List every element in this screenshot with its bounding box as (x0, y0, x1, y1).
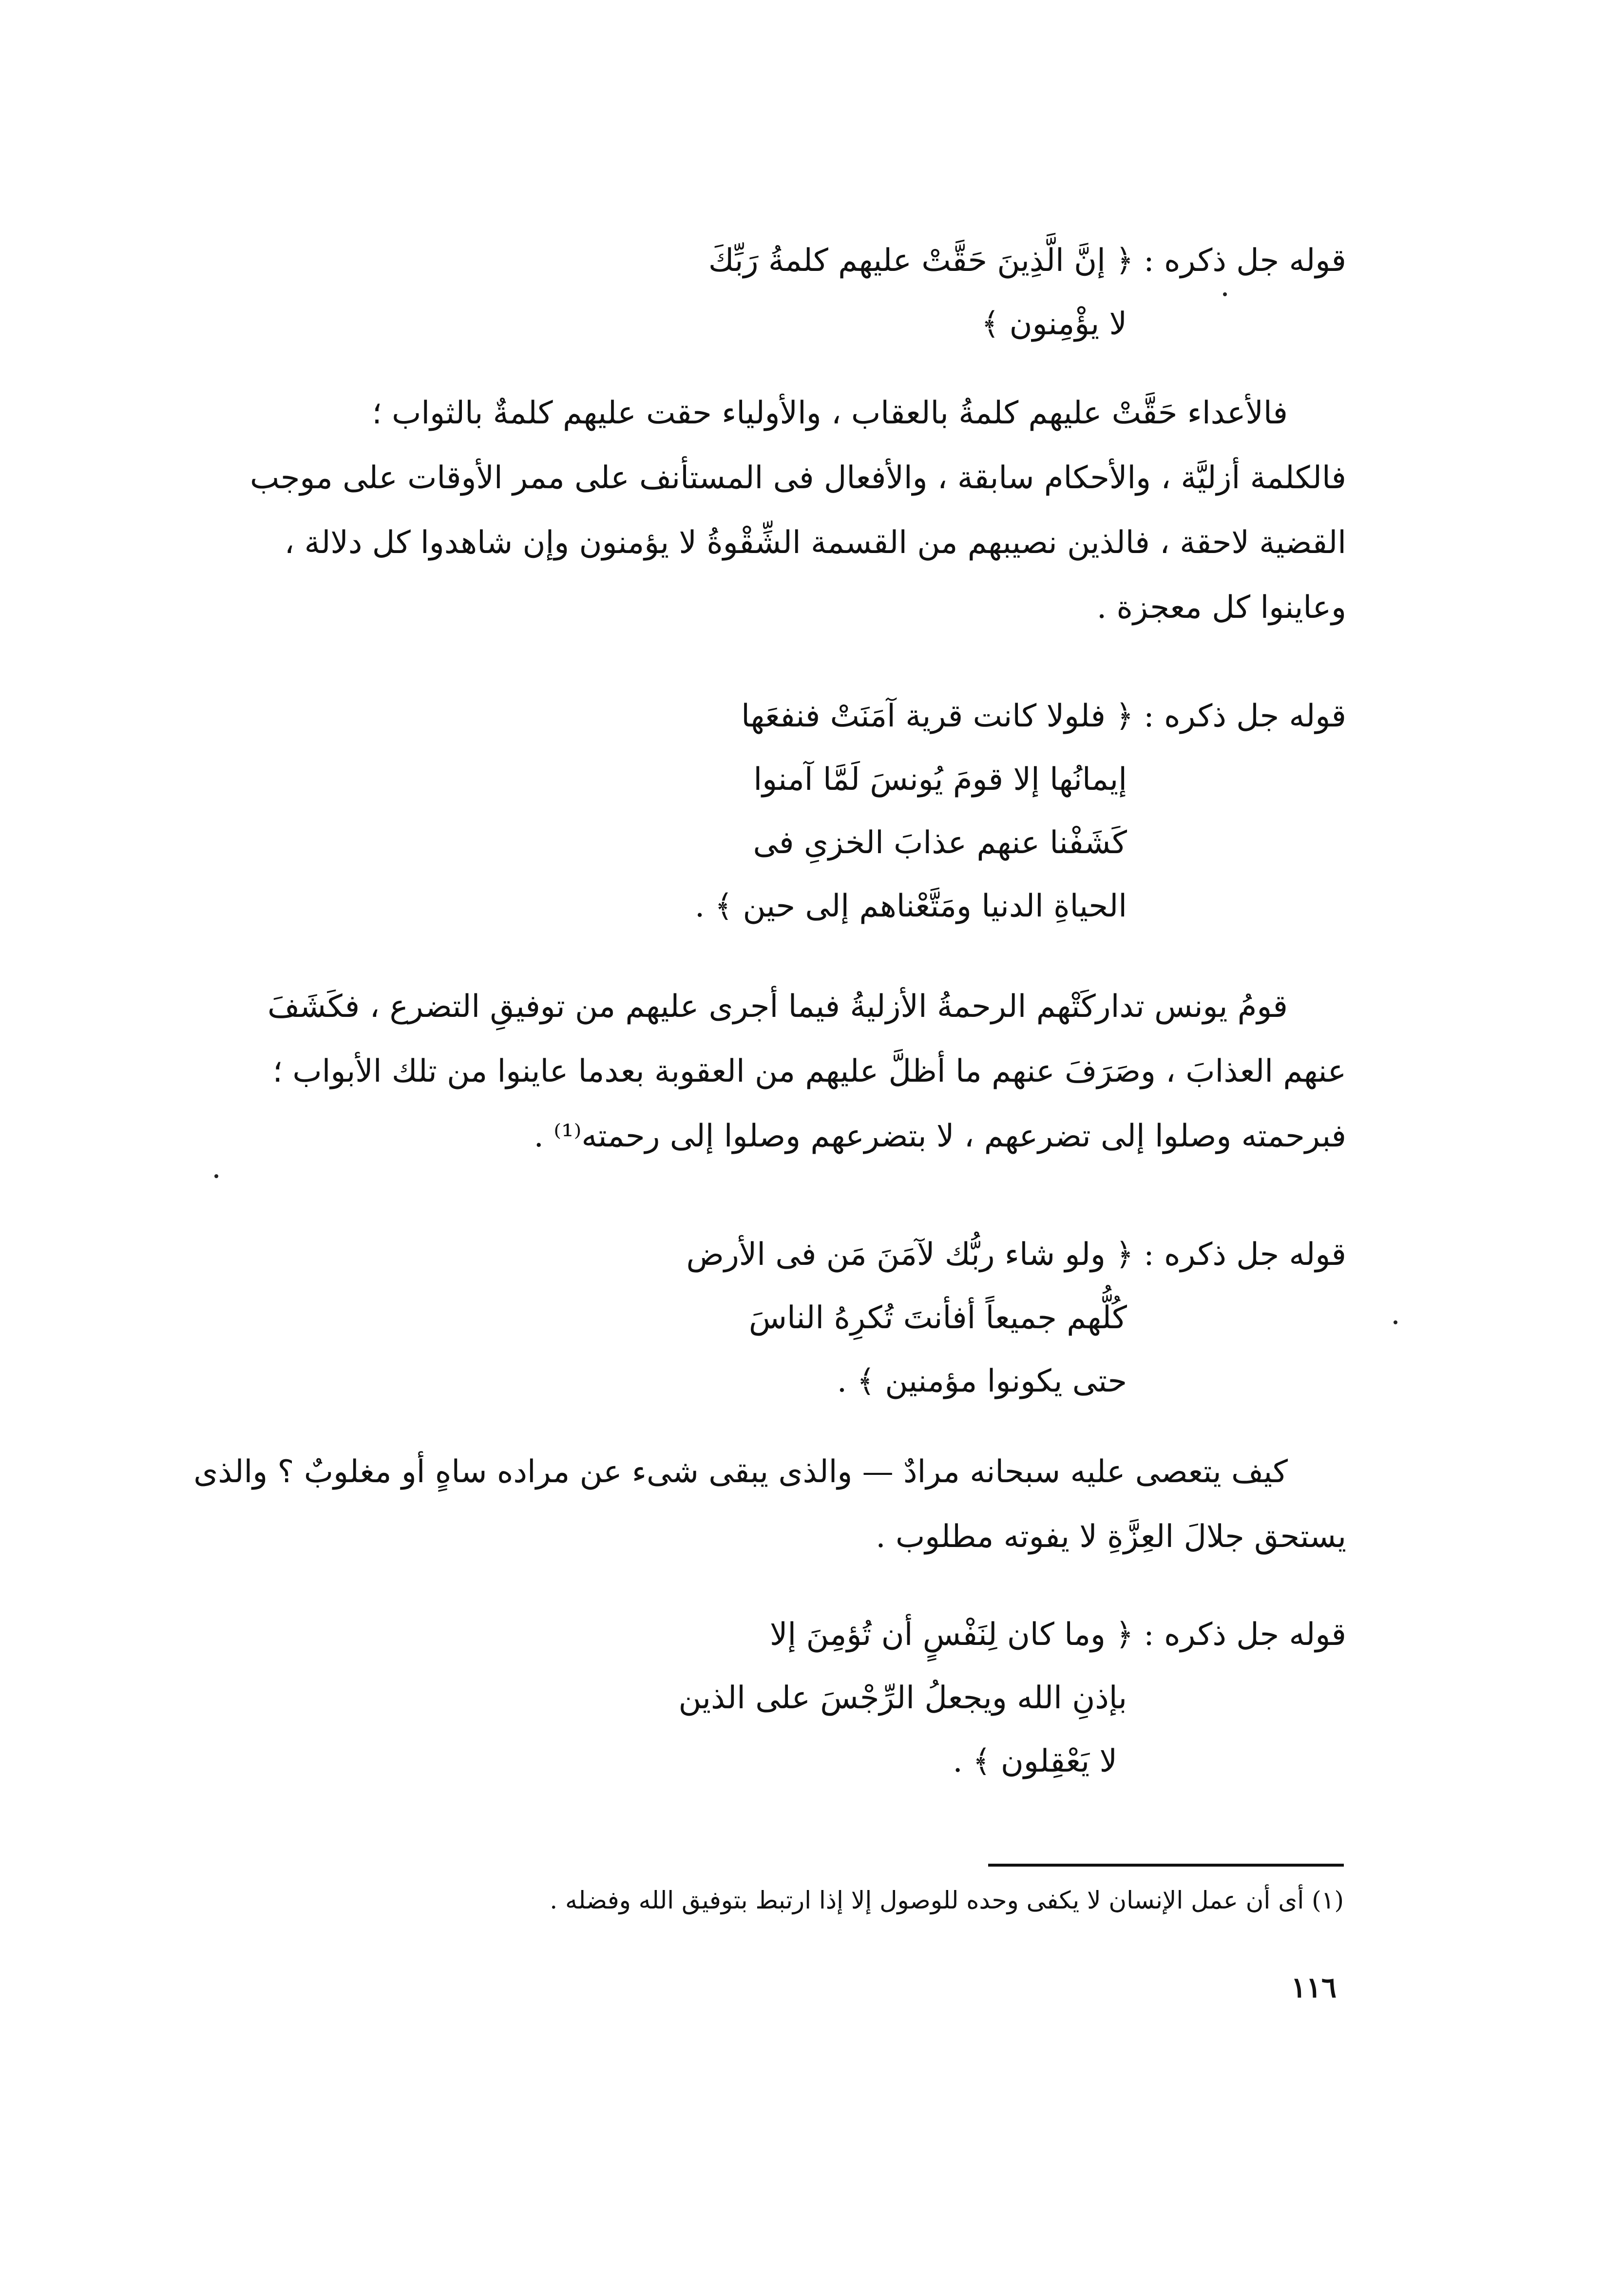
scan-speck (214, 1174, 218, 1178)
verse-line: بإذنِ الله ويجعلُ الرِّجْسَ على الذين (678, 1680, 1127, 1716)
verse-line: لا يَعْقِلون ﴾ . (953, 1743, 1117, 1779)
verse-line: حتى يكونوا مؤمنين ﴾ . (837, 1363, 1127, 1399)
verse-line: كَشَفْنا عنهم عذابَ الخزىِ فى (753, 825, 1127, 861)
scan-speck (1223, 292, 1227, 296)
verse-heading-2 (274, 685, 1346, 938)
scan-speck (1394, 1320, 1397, 1324)
paragraph-line: فالكلمة أزليَّة ، والأحكام سابقة ، والأفعال فى المستأنف على ممر الأوقات على موجب (249, 460, 1346, 496)
verse-heading-4 (274, 1603, 1346, 1793)
commentary-paragraph-2 (267, 974, 1346, 1169)
verse-line: قوله جل ذكره : ﴿ وما كان لِنَفْسٍ أن تُؤمِنَ إلا (769, 1617, 1346, 1653)
paragraph-line: وعاينوا كل معجزة . (1096, 590, 1346, 626)
verse-line: الحياةِ الدنيا ومَتَّعْناهم إلى حين ﴾ . (694, 888, 1127, 924)
paragraph-line: يستحق جلالَ العِزَّةِ لا يفوته مطلوب . (876, 1519, 1346, 1555)
verse-line: لا يؤْمِنون ﴾ (981, 306, 1127, 342)
paragraph-line: كيف يتعصى عليه سبحانه مرادٌ — والذى يبقى شىء عن مراده ساهٍ أو مغلوبٌ ؟ والذى (193, 1454, 1288, 1490)
paragraph-line: فالأعداء حَقَّتْ عليهم كلمةُ بالعقاب ، والأولياء حقت عليهم كلمةٌ بالثواب ؛ (372, 395, 1288, 431)
paragraph-line: قومُ يونس تداركَتْهم الرحمةُ الأزليةُ فيما أجرى عليهم من توفيقِ التضرع ، فكَشَفَ (267, 989, 1288, 1025)
paragraph-line: القضية لاحقة ، فالذين نصيبهم من القسمة الشِّقْوةُ لا يؤمنون وإن شاهدوا كل دلالة ، (284, 525, 1346, 561)
footnote: (١) أى أن عمل الإنسان لا يكفى وحده للوصول إلا إذا ارتبط بتوفيق الله وفضله . (550, 1886, 1344, 1914)
verse-line: قوله جل ذكره : ﴿ إنَّ الَّذِينَ حَقَّتْ عليهم كلمةُ رَبِّكَ (708, 243, 1346, 279)
verse-line: قوله جل ذكره : ﴿ فلولا كانت قرية آمَنَتْ فنفعَها (741, 698, 1346, 734)
verse-line: قوله جل ذكره : ﴿ ولو شاء ربُّك لآمَنَ مَن فى الأرض (686, 1237, 1346, 1273)
commentary-paragraph-1 (249, 381, 1346, 640)
paragraph-line: فبرحمته وصلوا إلى تضرعهم ، لا بتضرعهم وصلوا إلى رحمته⁽¹⁾ . (534, 1118, 1346, 1154)
page-number: ١١٦ (1291, 1971, 1337, 2004)
paragraph-line: عنهم العذابَ ، وصَرَفَ عنهم ما أظلَّ عليهم من العقوبة بعدما عاينوا من تلك الأبواب ؛ (272, 1053, 1346, 1089)
verse-line: كُلُّهم جميعاً أفأنتَ تُكرِهُ الناسَ (748, 1300, 1127, 1336)
footnote-divider (988, 1864, 1344, 1867)
commentary-paragraph-3 (193, 1440, 1346, 1569)
verse-heading-1 (274, 229, 1346, 356)
verse-line: إيمانُها إلا قومَ يُونسَ لَمَّا آمنوا (753, 762, 1127, 798)
verse-heading-3 (274, 1223, 1346, 1413)
